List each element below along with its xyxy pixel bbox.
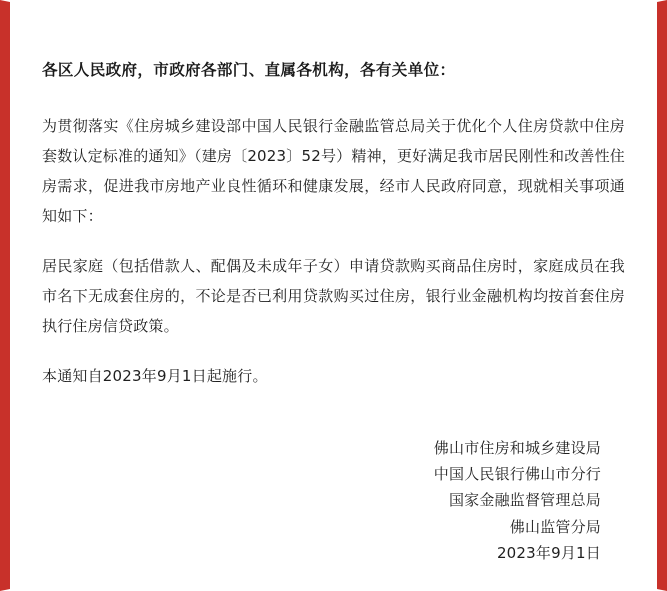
signature-line-3: 国家金融监督管理总局 <box>448 491 601 510</box>
document-signature-block <box>42 435 625 566</box>
signature-line-4: 佛山监管分局 <box>509 517 601 536</box>
signature-date: 2023年9月1日 <box>496 543 601 562</box>
signature-line-1: 佛山市住房和城乡建设局 <box>433 438 601 457</box>
signature-line-2: 中国人民银行佛山市分行 <box>433 465 601 484</box>
document-paragraph-3: 本通知自2023年9月1日起施行。 <box>42 366 268 385</box>
document-paragraph-2: 居民家庭（包括借款人、配偶及未成年子女）申请贷款购买商品住房时，家庭成员在我市名下无成套住房的，不论是否已利用贷款购买过住房，银行业金融机构均按首套住房执行住房信贷政策。 <box>42 256 625 335</box>
document-salutation: 各区人民政府，市政府各部门、直属各机构，各有关单位： <box>42 61 456 79</box>
document-paragraph-1: 为贯彻落实《住房城乡建设部中国人民银行金融监管总局关于优化个人住房贷款中住房套数认定标准的通知》（建房〔2023〕52号）精神，更好满足我市居民刚性和改善性住房需求，促进我市房地产业良性循环和健康发展，经市人民政府同意，现就相关事项通知如下： <box>42 116 625 225</box>
document-body <box>10 2 657 576</box>
